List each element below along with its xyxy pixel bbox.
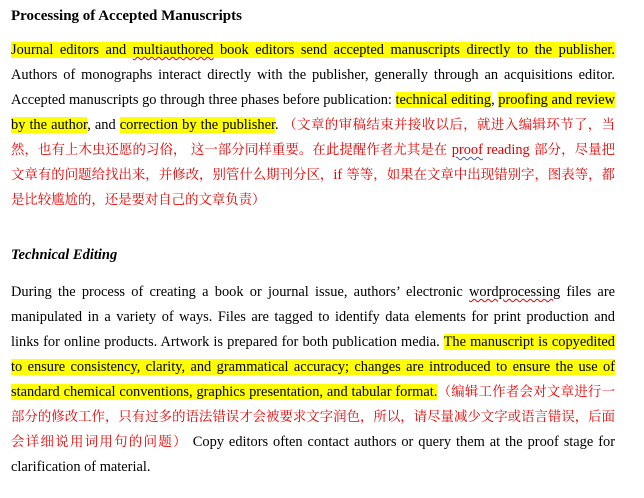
subsection-heading: Technical Editing xyxy=(11,247,118,263)
paragraph-processing: Journal editors and multiauthored book editors send accepted manuscripts directly to the publisher. Authors of monographs interact directly with the publisher, generally through an acquisitions editor. Accepted manuscripts go through three phases before publication: technical editing, proofing and review by the author, and correction by the publisher. （文章的审稿结束并接收以后，就进入编辑环节了，当然，也有上木虫还愿的习俗， 这一部分同样重要。在此提醒作者尤其是在 proof reading 部分，尽量把文章有的问题给找出来，并修改，别管什么期刊分区，if 等等，如果在文章中出现错别字，图表等，都是比较尴尬的，还是要对自己的文章负责） xyxy=(11,42,616,208)
highlight-technical-editing: technical editing xyxy=(395,92,492,108)
body-text: files are manipulated in a variety of ways. Files are tagged to identify data elements for print production and links for online products. Artwork is prepared for both publication media. xyxy=(11,284,615,350)
body-text: During the process of creating a book or journal issue, authors’ electronic xyxy=(11,284,470,300)
highlight-correction: correction by the publisher xyxy=(119,117,275,133)
body-text: Authors of monographs interact directly with the publisher, generally through an acquisitions editor. Accepted manuscripts go through three phases before publication: xyxy=(11,67,615,108)
note-english-term: proof xyxy=(451,142,483,158)
body-text: Copy editors often contact authors or query them at the proof stage for clarification of material. xyxy=(11,434,615,475)
note-english-term: reading xyxy=(482,142,530,158)
highlight-copyedited: The manuscript is copyedited to ensure consistency, clarity, and grammatical accuracy; changes are introduced to ensure the use of standard chemical conventions, graphics presentation, and tabular format. xyxy=(11,334,616,400)
chinese-note: 部分，尽量把文章有的问题给找出来，并修改，别管什么期刊分区， xyxy=(11,143,616,183)
note-english-term: if xyxy=(333,167,343,183)
chinese-note: （编辑工作者会对文章进行一部分的修改工作，只有过多的语法错误才会被要求文字润色，所以，请尽量减少文字或语言错误，后面会详细说用词用句的问题） xyxy=(11,385,615,450)
spellcheck-word: multiauthored xyxy=(132,42,214,58)
spellcheck-word: wordprocessing xyxy=(469,284,561,300)
paragraph-technical-editing xyxy=(11,280,615,480)
chinese-note: （文章的审稿结束并接收以后，就进入编辑环节了，当然，也有上木虫还愿的习俗， 这一部分同样重要。在此提醒作者尤其是在 xyxy=(11,118,616,158)
highlight-proofing-review: proofing and review by the author xyxy=(11,92,615,133)
section-heading: Processing of Accepted Manuscripts xyxy=(11,8,242,24)
chinese-note: 等等，如果在文章中出现错别字，图表等，都是比较尴尬的，还是要对自己的文章负责） xyxy=(11,168,615,208)
highlight-journal-editors: Journal editors and multiauthored book editors send accepted manuscripts directly to the publisher. xyxy=(11,42,615,58)
